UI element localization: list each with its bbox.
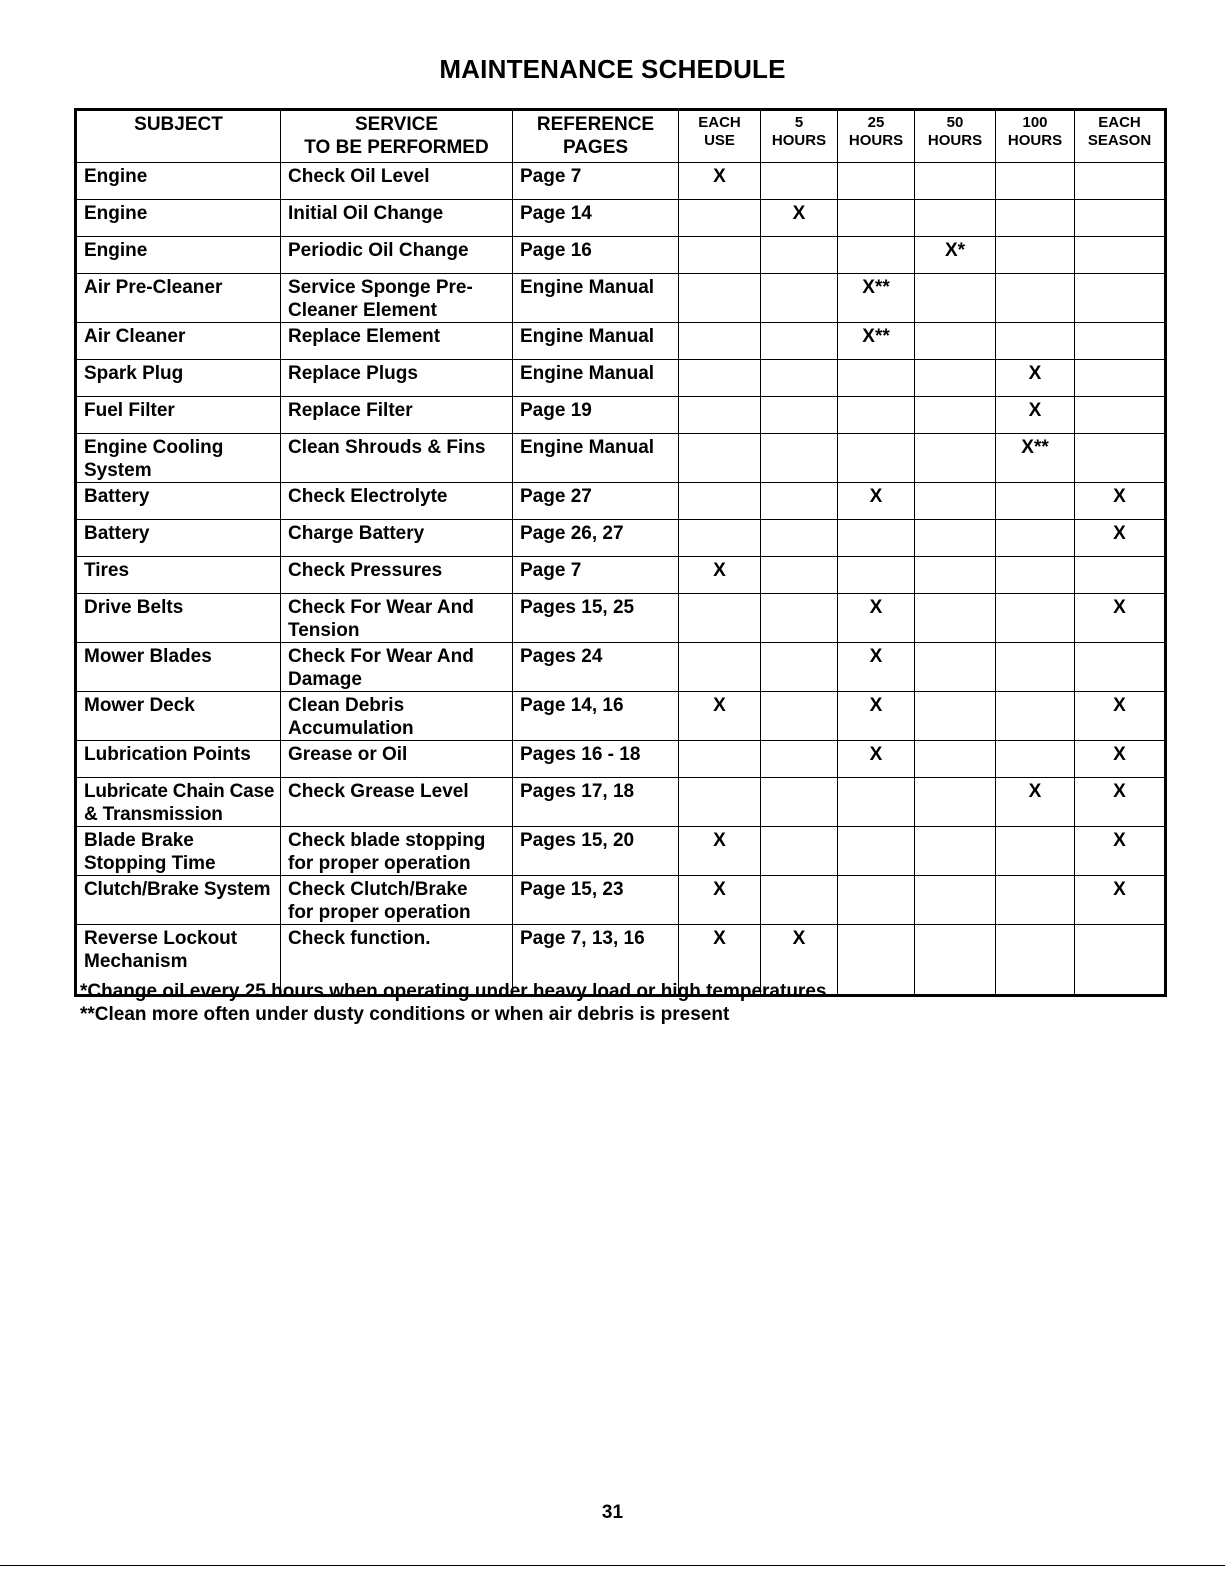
cell-reference: Pages 16 - 18 [513, 741, 679, 778]
header-5-hours [761, 110, 838, 163]
cell-subject: Clutch/Brake System [76, 876, 281, 925]
cell-service-line2: Tension [288, 620, 360, 641]
cell-each-use [679, 520, 761, 557]
cell-25-hours [838, 360, 915, 397]
header-100-hours-line1: 100 [1022, 114, 1048, 131]
cell-each-season [1075, 360, 1166, 397]
cell-5-hours [761, 594, 838, 643]
table-row [76, 692, 1166, 741]
table-row [76, 483, 1166, 520]
cell-service: Charge Battery [281, 520, 513, 557]
cell-reference: Page 15, 23 [513, 876, 679, 925]
cell-each-season [1075, 643, 1166, 692]
cell-subject-line1: Blade Brake [84, 830, 194, 851]
cell-reference: Page 16 [513, 237, 679, 274]
cell-5-hours [761, 274, 838, 323]
header-each-use [679, 110, 761, 163]
cell-reference: Page 14 [513, 200, 679, 237]
table-row [76, 323, 1166, 360]
cell-subject: Lubrication Points [76, 741, 281, 778]
cell-100-hours [996, 274, 1075, 323]
cell-each-season: X [1075, 692, 1166, 741]
cell-reference: Page 7 [513, 163, 679, 200]
cell-subject: Spark Plug [76, 360, 281, 397]
cell-25-hours [838, 925, 915, 996]
cell-service: Check Grease Level [281, 778, 513, 827]
cell-each-use: X [679, 163, 761, 200]
cell-service [281, 827, 513, 876]
cell-25-hours: X [838, 594, 915, 643]
cell-50-hours: X* [915, 237, 996, 274]
cell-25-hours: X [838, 692, 915, 741]
cell-5-hours [761, 397, 838, 434]
cell-service [281, 692, 513, 741]
cell-25-hours [838, 520, 915, 557]
cell-25-hours: X** [838, 274, 915, 323]
cell-50-hours [915, 827, 996, 876]
cell-subject [76, 434, 281, 483]
table-row [76, 827, 1166, 876]
cell-each-use [679, 323, 761, 360]
cell-50-hours [915, 876, 996, 925]
cell-50-hours [915, 483, 996, 520]
cell-service: Periodic Oil Change [281, 237, 513, 274]
cell-100-hours [996, 200, 1075, 237]
cell-100-hours [996, 483, 1075, 520]
cell-subject: Air Cleaner [76, 323, 281, 360]
cell-5-hours [761, 483, 838, 520]
page-title: MAINTENANCE SCHEDULE [439, 54, 786, 84]
cell-each-use [679, 778, 761, 827]
cell-50-hours [915, 925, 996, 996]
cell-100-hours [996, 594, 1075, 643]
cell-subject: Engine [76, 237, 281, 274]
cell-50-hours [915, 643, 996, 692]
cell-subject-line2: Stopping Time [84, 853, 216, 874]
cell-each-season: X [1075, 741, 1166, 778]
cell-each-season [1075, 237, 1166, 274]
cell-5-hours [761, 520, 838, 557]
header-reference [513, 110, 679, 163]
cell-reference: Engine Manual [513, 323, 679, 360]
cell-service-line1: Check For Wear And [288, 646, 474, 667]
cell-service [281, 643, 513, 692]
cell-subject-line2: & Transmission [84, 804, 223, 825]
cell-each-season: X [1075, 827, 1166, 876]
cell-each-season [1075, 557, 1166, 594]
table-row [76, 397, 1166, 434]
cell-5-hours [761, 360, 838, 397]
table-row [76, 274, 1166, 323]
cell-service: Grease or Oil [281, 741, 513, 778]
cell-50-hours [915, 360, 996, 397]
cell-reference: Engine Manual [513, 274, 679, 323]
cell-5-hours [761, 643, 838, 692]
cell-100-hours [996, 237, 1075, 274]
cell-service: Replace Plugs [281, 360, 513, 397]
cell-100-hours: X [996, 778, 1075, 827]
cell-25-hours [838, 434, 915, 483]
cell-100-hours [996, 692, 1075, 741]
cell-reference: Engine Manual [513, 434, 679, 483]
cell-each-use [679, 237, 761, 274]
table-row [76, 237, 1166, 274]
cell-5-hours [761, 237, 838, 274]
cell-25-hours [838, 397, 915, 434]
cell-50-hours [915, 692, 996, 741]
header-each-season-line2: SEASON [1087, 132, 1152, 149]
table-row [76, 200, 1166, 237]
header-reference-line2: PAGES [562, 137, 629, 158]
cell-5-hours [761, 741, 838, 778]
cell-25-hours [838, 827, 915, 876]
cell-100-hours [996, 643, 1075, 692]
header-subject-text: SUBJECT [134, 114, 223, 135]
header-row [76, 110, 1166, 163]
cell-100-hours [996, 163, 1075, 200]
table-row [76, 741, 1166, 778]
cell-25-hours [838, 557, 915, 594]
header-50-hours [915, 110, 996, 163]
cell-5-hours [761, 323, 838, 360]
cell-subject: Engine [76, 200, 281, 237]
cell-each-use [679, 397, 761, 434]
cell-service-line2: Accumulation [288, 718, 414, 739]
header-service [281, 110, 513, 163]
cell-each-season: X [1075, 876, 1166, 925]
table-row [76, 594, 1166, 643]
cell-each-season: X [1075, 483, 1166, 520]
cell-subject: Tires [76, 557, 281, 594]
header-each-use-line1: EACH [698, 114, 741, 131]
cell-service: Check function. [281, 925, 513, 996]
cell-service [281, 876, 513, 925]
table-row [76, 557, 1166, 594]
header-25-hours [838, 110, 915, 163]
header-100-hours [996, 110, 1075, 163]
header-5-hours-line1: 5 [794, 114, 804, 131]
header-each-use-line2: USE [704, 132, 735, 149]
cell-5-hours: X [761, 200, 838, 237]
table-row [76, 163, 1166, 200]
cell-50-hours [915, 323, 996, 360]
cell-50-hours [915, 741, 996, 778]
cell-reference: Page 27 [513, 483, 679, 520]
cell-subject: Air Pre-Cleaner [76, 274, 281, 323]
header-25-hours-line1: 25 [867, 114, 885, 131]
cell-subject: Drive Belts [76, 594, 281, 643]
header-50-hours-line1: 50 [946, 114, 964, 131]
cell-service: Clean Shrouds & Fins [281, 434, 513, 483]
cell-service-line2: Cleaner Element [288, 300, 437, 321]
header-subject [76, 110, 281, 163]
cell-service [281, 274, 513, 323]
cell-subject-line1: Engine Cooling [84, 437, 224, 458]
cell-50-hours [915, 434, 996, 483]
cell-service-line2: for proper operation [288, 853, 471, 874]
cell-subject-line1: Reverse Lockout [84, 928, 238, 949]
header-service-line1: SERVICE [354, 114, 439, 135]
cell-each-use [679, 200, 761, 237]
cell-25-hours [838, 163, 915, 200]
table-row [76, 876, 1166, 925]
cell-each-use: X [679, 827, 761, 876]
cell-50-hours [915, 557, 996, 594]
cell-5-hours [761, 163, 838, 200]
cell-each-use: X [679, 876, 761, 925]
cell-service: Check Electrolyte [281, 483, 513, 520]
cell-each-use: X [679, 557, 761, 594]
cell-50-hours [915, 200, 996, 237]
header-5-hours-line2: HOURS [771, 132, 827, 149]
header-reference-line1: REFERENCE [536, 114, 655, 135]
cell-service-line1: Check blade stopping [288, 830, 486, 851]
cell-100-hours [996, 520, 1075, 557]
table-row [76, 643, 1166, 692]
cell-each-season [1075, 323, 1166, 360]
page-number: 31 [601, 1502, 624, 1523]
cell-reference: Pages 15, 20 [513, 827, 679, 876]
cell-each-season [1075, 434, 1166, 483]
cell-each-season: X [1075, 778, 1166, 827]
maintenance-schedule-table [74, 108, 1167, 997]
cell-5-hours [761, 827, 838, 876]
cell-each-use [679, 483, 761, 520]
header-each-season-line1: EACH [1098, 114, 1141, 131]
footnote-oil-change: *Change oil every 25 hours when operating under heavy load or high temperatures. [80, 981, 832, 1002]
cell-reference: Page 14, 16 [513, 692, 679, 741]
cell-each-season [1075, 274, 1166, 323]
cell-100-hours [996, 876, 1075, 925]
cell-service [281, 594, 513, 643]
cell-25-hours [838, 876, 915, 925]
cell-service-line1: Check Clutch/Brake [288, 879, 468, 900]
cell-100-hours: X [996, 397, 1075, 434]
cell-each-season: X [1075, 520, 1166, 557]
table-row [76, 434, 1166, 483]
cell-service-line1: Clean Debris [288, 695, 405, 716]
cell-100-hours [996, 741, 1075, 778]
cell-25-hours: X [838, 483, 915, 520]
cell-subject-line2: Mechanism [84, 951, 188, 972]
cell-service-line2: Damage [288, 669, 362, 690]
cell-each-use: X [679, 925, 761, 996]
cell-subject-line1: Lubricate Chain Case [84, 781, 275, 802]
cell-5-hours [761, 778, 838, 827]
cell-100-hours [996, 323, 1075, 360]
cell-service: Initial Oil Change [281, 200, 513, 237]
cell-reference: Engine Manual [513, 360, 679, 397]
header-25-hours-line2: HOURS [848, 132, 904, 149]
cell-25-hours [838, 200, 915, 237]
cell-service-line2: for proper operation [288, 902, 471, 923]
cell-100-hours: X** [996, 434, 1075, 483]
cell-100-hours [996, 827, 1075, 876]
cell-each-season: X [1075, 594, 1166, 643]
cell-reference: Pages 24 [513, 643, 679, 692]
cell-5-hours [761, 557, 838, 594]
cell-25-hours [838, 237, 915, 274]
cell-subject [76, 778, 281, 827]
cell-25-hours [838, 778, 915, 827]
cell-reference: Page 19 [513, 397, 679, 434]
cell-25-hours: X** [838, 323, 915, 360]
cell-subject: Engine [76, 163, 281, 200]
cell-5-hours: X [761, 925, 838, 996]
cell-each-season [1075, 200, 1166, 237]
cell-subject [76, 827, 281, 876]
cell-each-season [1075, 925, 1166, 996]
cell-subject: Mower Deck [76, 692, 281, 741]
cell-each-use [679, 434, 761, 483]
cell-each-use [679, 274, 761, 323]
cell-5-hours [761, 434, 838, 483]
footnote-dusty-conditions: **Clean more often under dusty conditions or when air debris is present [80, 1004, 730, 1025]
cell-each-season [1075, 163, 1166, 200]
cell-25-hours: X [838, 741, 915, 778]
cell-each-use [679, 594, 761, 643]
header-50-hours-line2: HOURS [927, 132, 983, 149]
footnotes [80, 980, 832, 1026]
header-service-line2: TO BE PERFORMED [304, 137, 489, 158]
cell-reference: Pages 15, 25 [513, 594, 679, 643]
cell-100-hours [996, 925, 1075, 996]
cell-5-hours [761, 692, 838, 741]
cell-50-hours [915, 274, 996, 323]
cell-50-hours [915, 397, 996, 434]
cell-service-line1: Service Sponge Pre- [288, 277, 473, 298]
cell-each-use [679, 360, 761, 397]
table-row [76, 520, 1166, 557]
cell-reference: Pages 17, 18 [513, 778, 679, 827]
cell-each-season [1075, 397, 1166, 434]
cell-service: Replace Filter [281, 397, 513, 434]
cell-100-hours [996, 557, 1075, 594]
cell-each-use [679, 643, 761, 692]
cell-50-hours [915, 778, 996, 827]
cell-5-hours [761, 876, 838, 925]
cell-subject: Fuel Filter [76, 397, 281, 434]
cell-50-hours [915, 594, 996, 643]
cell-50-hours [915, 163, 996, 200]
cell-50-hours [915, 520, 996, 557]
table-row [76, 360, 1166, 397]
cell-reference: Page 7 [513, 557, 679, 594]
cell-each-use [679, 741, 761, 778]
cell-reference: Page 26, 27 [513, 520, 679, 557]
bottom-divider [0, 1565, 1225, 1566]
cell-service: Replace Element [281, 323, 513, 360]
cell-service-line1: Check For Wear And [288, 597, 474, 618]
cell-service: Check Pressures [281, 557, 513, 594]
cell-25-hours: X [838, 643, 915, 692]
cell-subject: Mower Blades [76, 643, 281, 692]
header-100-hours-line2: HOURS [1007, 132, 1063, 149]
header-each-season [1075, 110, 1166, 163]
cell-service: Check Oil Level [281, 163, 513, 200]
cell-each-use: X [679, 692, 761, 741]
cell-subject-line2: System [84, 460, 152, 481]
cell-subject: Battery [76, 520, 281, 557]
cell-reference: Page 7, 13, 16 [513, 925, 679, 996]
table-row [76, 778, 1166, 827]
cell-100-hours: X [996, 360, 1075, 397]
cell-subject: Battery [76, 483, 281, 520]
